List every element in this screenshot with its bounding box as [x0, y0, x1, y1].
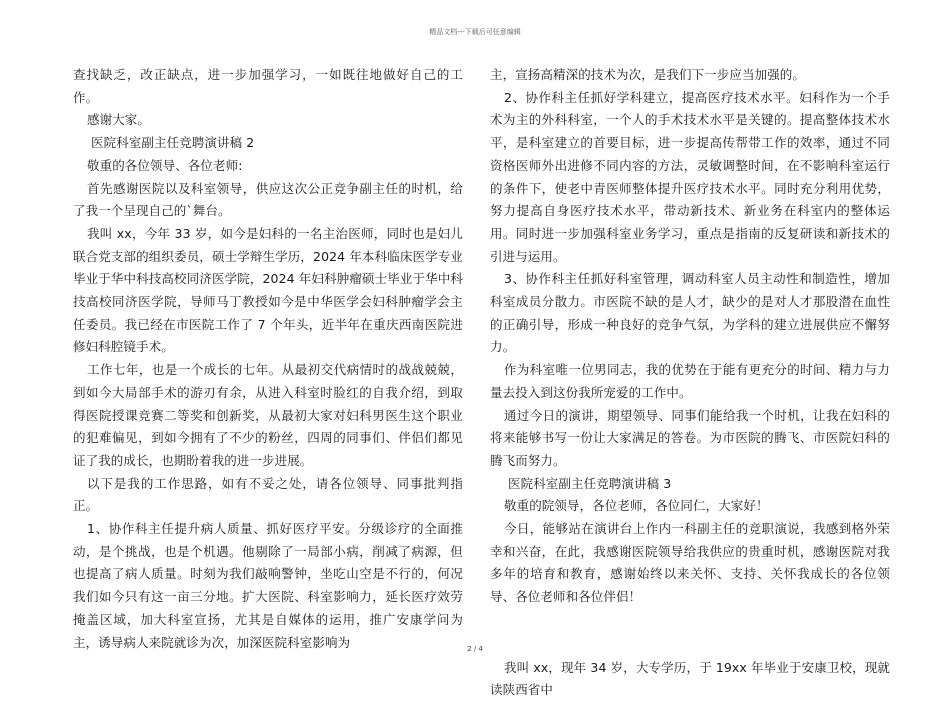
- paragraph: 工作七年，也是一个成长的七年。从最初交代病情时的战战兢兢，到如今大局部手术的游刃有余，从进入科室时脸红的自我介绍，到取得医院授课竞赛二等奖和创新奖，从最初大家对妇科男医生这个职业的犯难偏见，到如今拥有了不少的粉丝，四周的同事们、伴侣们都见证了我的成长，也期盼着我的进一步进展。: [73, 362, 463, 468]
- section-title: 医院科室副主任竞聘演讲稿 3: [508, 475, 672, 491]
- paragraph: 我叫 xx，今年 33 岁，如今是妇科的一名主治医师，同时也是妇儿联合党支部的组织委员，硕士学辩生学历，2024 年本科临床医学专业毕业于华中科技高校同济医学院，2024 年妇科肿瘤硕士毕业于华中科技高校同济医学院，导师马丁教授如今是中华医学会妇科肿瘤学会主任委员。我已经在市医院工作了 7 个年头，近半年在重庆西南医院进修妇科腔镜手术。: [73, 225, 463, 355]
- paragraph: 作为科室唯一位男同志，我的优势在于能有更充分的时间、精力与力量去投入到这份我所宠爱的工作中。: [490, 362, 890, 400]
- page-number: 2 / 4: [467, 645, 483, 653]
- paragraph: 敬重的各位领导、各位老师:: [87, 157, 243, 173]
- paragraph-spacer: [490, 621, 890, 644]
- page-header: 精品文档---下载后可任意编辑: [429, 28, 521, 36]
- paragraph: 以下是我的工作思路，如有不妥之处，请各位领导、同事批判指正。: [73, 475, 463, 514]
- right-column: [490, 64, 890, 702]
- section-title: 医院科室副主任竞聘演讲稿 2: [91, 135, 255, 151]
- paragraph: 主，宣扬高精深的技术为次，是我们下一步应当加强的。: [490, 67, 806, 82]
- paragraph: 通过今日的演讲，期望领导、同事们能给我一个时机，让我在妇科的将来能够书写一份让大家满足的答卷。为市医院的腾飞、市医院妇科的腾飞而努力。: [490, 407, 890, 468]
- paragraph: 2、协作科主任抓好学科建立，提高医疗技术水平。妇科作为一个手术为主的外科科室，一个人的手术技术水平是关键的。提高整体技术水平，是科室建立的首要目标，进一步提高传帮带工作的效率，通过不同资格医师外出进修不同内容的方法，灵敏调整时间，在不影响科室运行的条件下，使老中青医师整体提升医疗技术水平。同时充分利用优势，努力提高自身医疗技术水平，带动新技术、新业务在科室内的整体运用。同时进一步加强科室业务学习，重点是指南的反复研读和新技术的引进与运用。: [490, 89, 890, 264]
- paragraph: 感谢大家。: [87, 112, 151, 128]
- paragraph: 敬重的院领导，各位老师，各位同仁，大家好！: [504, 498, 769, 514]
- paragraph: 1、协作科主任提升病人质量、抓好医疗平安。分级诊疗的全面推动，是个挑战，也是个机遇。他剔除了一局部小病，削减了病源，但也提高了病人质量。时刻为我们敲响警钟，坐吃山空是不行的，何况我们如今只有这一亩三分地。扩大医院、科室影响力，延长医疗效劳掩盖区域，加大科室宣扬，尤其是自媒体的运用，推广安康学问为主，诱导病人来院就诊为次，加深医院科室影响为: [73, 521, 463, 650]
- paragraph: 查找缺乏，改正缺点，进一步加强学习，一如既往地做好自己的工作。: [73, 67, 463, 105]
- paragraph: 3、协作科主任抓好科室管理，调动科室人员主动性和制造性，增加科室成员分散力。市医院不缺的是人才，缺少的是对人才那股潜在血性的正确引导，形成一种良好的竞争气氛，为学科的建立进展供应不懈努力。: [490, 271, 890, 355]
- left-column: [73, 64, 463, 654]
- paragraph: 首先感谢医院以及科室领导，供应这次公正竞争副主任的时机，给了我一个呈现自己的`舞台。: [73, 180, 463, 219]
- paragraph: 我叫 xx，现年 34 岁，大专学历，于 19xx 年毕业于安康卫校，现就读陕西省中: [490, 659, 890, 698]
- paragraph: 今日，能够站在演讲台上作内一科副主任的竞职演说，我感到格外荣幸和兴奋，在此，我感谢医院领导给我供应的贵重时机，感谢医院对我多年的培育和教育，感谢始终以来关怀、支持、关怀我成长的各位领导、各位老师和各位伴侣！: [490, 521, 890, 605]
